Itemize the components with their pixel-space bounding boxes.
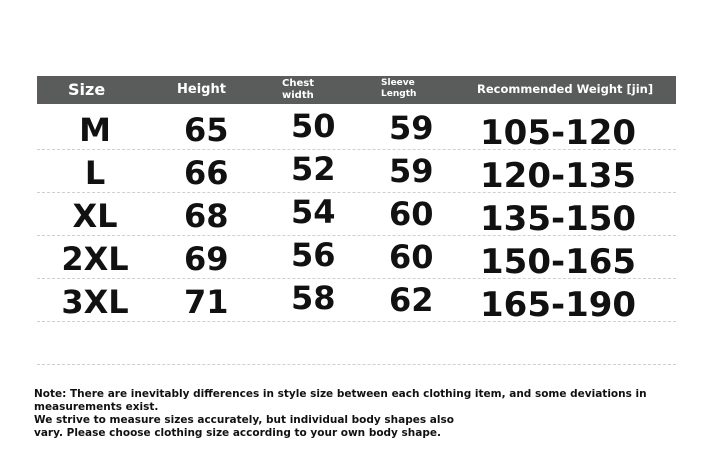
size-value: 3XL [61, 283, 129, 321]
cell-chest: 52 [291, 150, 336, 188]
note-line: We strive to measure sizes accurately, but individual body shapes also [34, 414, 454, 426]
size-value: XL [72, 197, 118, 235]
cell-weight: 150-165 [480, 242, 637, 282]
cell-height: 68 [184, 197, 229, 235]
table-row [37, 149, 676, 196]
header-size: Size [68, 80, 106, 99]
cell-sleeve: 59 [389, 152, 434, 190]
table-row [37, 278, 676, 325]
note-line: Note: There are inevitably differences in style size between each clothing item, and some deviations in measurements exist. [34, 388, 647, 413]
size-table-header [37, 76, 676, 104]
cell-weight: 105-120 [480, 113, 637, 153]
cell-chest: 54 [291, 193, 336, 231]
row-divider [37, 364, 676, 365]
table-row [37, 235, 676, 282]
size-table-body [37, 106, 676, 364]
header-height: Height [177, 82, 226, 97]
cell-weight: 165-190 [480, 285, 637, 325]
header-sleeve-length [381, 78, 416, 100]
cell-weight: 135-150 [480, 199, 637, 239]
cell-height: 71 [184, 283, 229, 321]
cell-sleeve: 60 [389, 195, 434, 233]
cell-chest: 50 [291, 107, 336, 145]
cell-weight: 120-135 [480, 156, 637, 196]
table-row [37, 192, 676, 239]
cell-chest: 56 [291, 236, 336, 274]
size-value: 2XL [61, 240, 129, 278]
cell-height: 65 [184, 111, 229, 149]
size-value: M [79, 111, 111, 149]
cell-height: 66 [184, 154, 229, 192]
cell-height: 69 [184, 240, 229, 278]
cell-sleeve: 59 [389, 109, 434, 147]
header-recommended-weight: Recommended Weight [jin] [477, 82, 654, 96]
header-chest-width [282, 78, 314, 102]
size-note [34, 388, 674, 440]
size-value: L [84, 154, 106, 192]
cell-chest: 58 [291, 279, 336, 317]
header-sleeve-line2: Length [381, 89, 417, 99]
header-chest-line1: Chest [282, 78, 314, 89]
cell-sleeve: 62 [389, 281, 434, 319]
cell-sleeve: 60 [389, 238, 434, 276]
table-row [37, 106, 676, 153]
note-line: vary. Please choose clothing size according to your own body shape. [34, 427, 441, 439]
header-chest-line2: width [282, 90, 314, 101]
header-sleeve-line1: Sleeve [381, 78, 415, 88]
empty-table-row [37, 321, 676, 364]
